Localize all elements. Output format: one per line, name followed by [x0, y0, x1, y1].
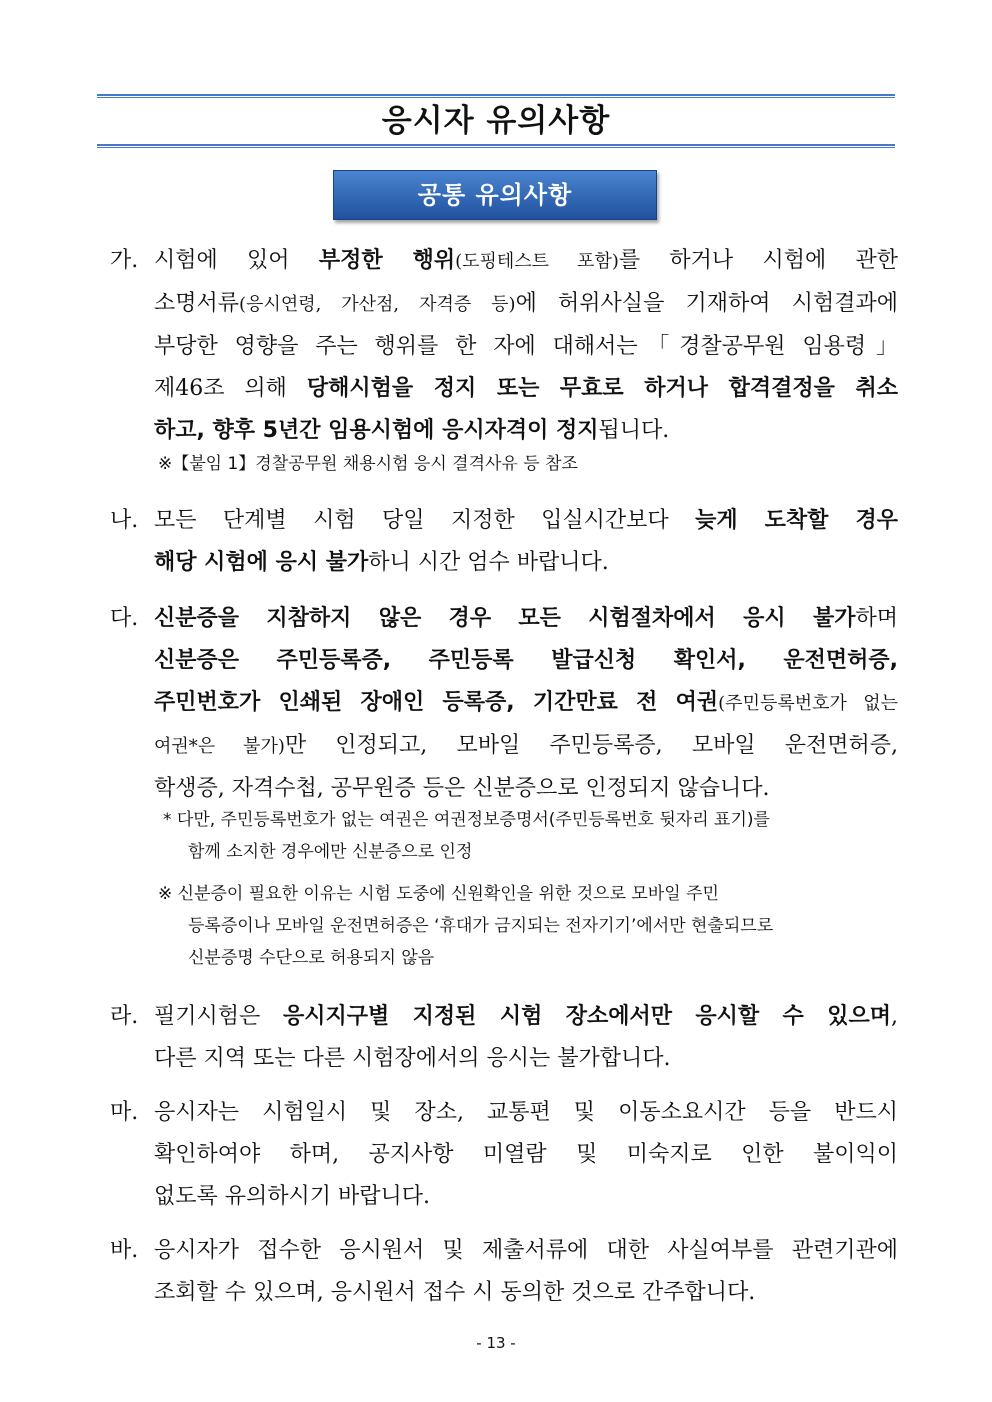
- item-na-line-1: 나. 모든 단계별 시험 당일 지정한 입실시간보다 늦게 도착할 경우: [110, 500, 898, 542]
- note-da-1: * 다만, 주민등록번호가 없는 여권은 여권정보증명서(주민등록번호 뒷자리 표기)를 함께 소지한 경우에만 신분증으로 인정: [163, 810, 770, 862]
- item-na-line-2: 해당 시험에 응시 불가하니 시간 엄수 바랍니다.: [154, 550, 609, 575]
- note-da-2: ※ 신분증이 필요한 이유는 시험 도중에 신원확인을 위한 것으로 모바일 주민 등록증이나 모바일 운전면허증은 ‘휴대가 금지되는 전자기기’에서만 현출되므로 신분증명 수단으로 허용되지 않음: [158, 884, 774, 968]
- item-ga-line-5: 하고, 향후 5년간 임용시험에 응시자격이 정지됩니다.: [154, 418, 670, 443]
- item-ma: [110, 1092, 898, 1218]
- item-ra-line-2: 다른 지역 또는 다른 시험장에서의 응시는 불가합니다.: [154, 1046, 671, 1071]
- item-da-line-4: 여권*은 불가)만 인정되고, 모바일 주민등록증, 모바일 운전면허증,: [154, 733, 898, 758]
- item-ga-line-1: 가. 시험에 있어 부정한 행위(도핑테스트 포함)를 하거나 시험에 관한: [110, 240, 898, 283]
- item-da: [110, 598, 898, 810]
- item-da-line-5: 학생증, 자격수첩, 공무원증 등은 신분증으로 인정되지 않습니다.: [154, 776, 770, 801]
- item-label: 라.: [110, 1004, 139, 1029]
- item-ma-line-3: 없도록 유의하시기 바랍니다.: [154, 1184, 431, 1209]
- item-ga-line-2: 소명서류(응시연령, 가산점, 자격증 등)에 허위사실을 기재하여 시험결과에: [154, 291, 899, 316]
- item-na: [110, 500, 898, 584]
- item-ba-line-2: 조회할 수 있으며, 응시원서 접수 시 동의한 것으로 간주합니다.: [154, 1280, 756, 1305]
- note-ga: ※【붙임 1】경찰공무원 채용시험 응시 결격사유 등 참조: [158, 454, 578, 474]
- title-bottom-rule: [97, 144, 895, 148]
- item-ra: [110, 996, 898, 1080]
- item-ga-line-3: 부당한 영향을 주는 행위를 한 자에 대해서는「경찰공무원 임용령」: [154, 334, 898, 359]
- page-number: - 13 -: [476, 1334, 516, 1352]
- item-da-line-1: 다. 신분증을 지참하지 않은 경우 모든 시험절차에서 응시 불가하며: [110, 598, 898, 640]
- item-ba: [110, 1230, 898, 1314]
- item-da-line-2: 신분증은 주민등록증, 주민등록 발급신청 확인서, 운전면허증,: [154, 648, 898, 673]
- title-block: [97, 94, 895, 148]
- item-label: 나.: [110, 508, 139, 533]
- section-banner: 공통 유의사항: [333, 170, 657, 220]
- item-ma-line-1: 마. 응시자는 시험일시 및 장소, 교통편 및 이동소요시간 등을 반드시: [110, 1092, 898, 1134]
- item-label: 마.: [110, 1100, 139, 1125]
- item-ma-line-2: 확인하여야 하며, 공지사항 미열람 및 미숙지로 인한 불이익이: [154, 1142, 898, 1167]
- item-ba-line-1: 바. 응시자가 접수한 응시원서 및 제출서류에 대한 사실여부를 관련기관에: [110, 1230, 898, 1272]
- item-label: 다.: [110, 606, 139, 631]
- item-ra-line-1: 라. 필기시험은 응시지구별 지정된 시험 장소에서만 응시할 수 있으며,: [110, 996, 898, 1038]
- item-label: 바.: [110, 1238, 139, 1263]
- item-label: 가.: [110, 248, 139, 273]
- page-title: 응시자 유의사항: [381, 103, 611, 139]
- item-ga: [110, 240, 898, 452]
- item-da-line-3: 주민번호가 인쇄된 장애인 등록증, 기간만료 전 여권(주민등록번호가 없는: [154, 690, 898, 715]
- title-top-rule: [97, 94, 895, 98]
- item-ga-line-4: 제46조 의해 당해시험을 정지 또는 무효로 하거나 합격결정을 취소: [154, 376, 898, 401]
